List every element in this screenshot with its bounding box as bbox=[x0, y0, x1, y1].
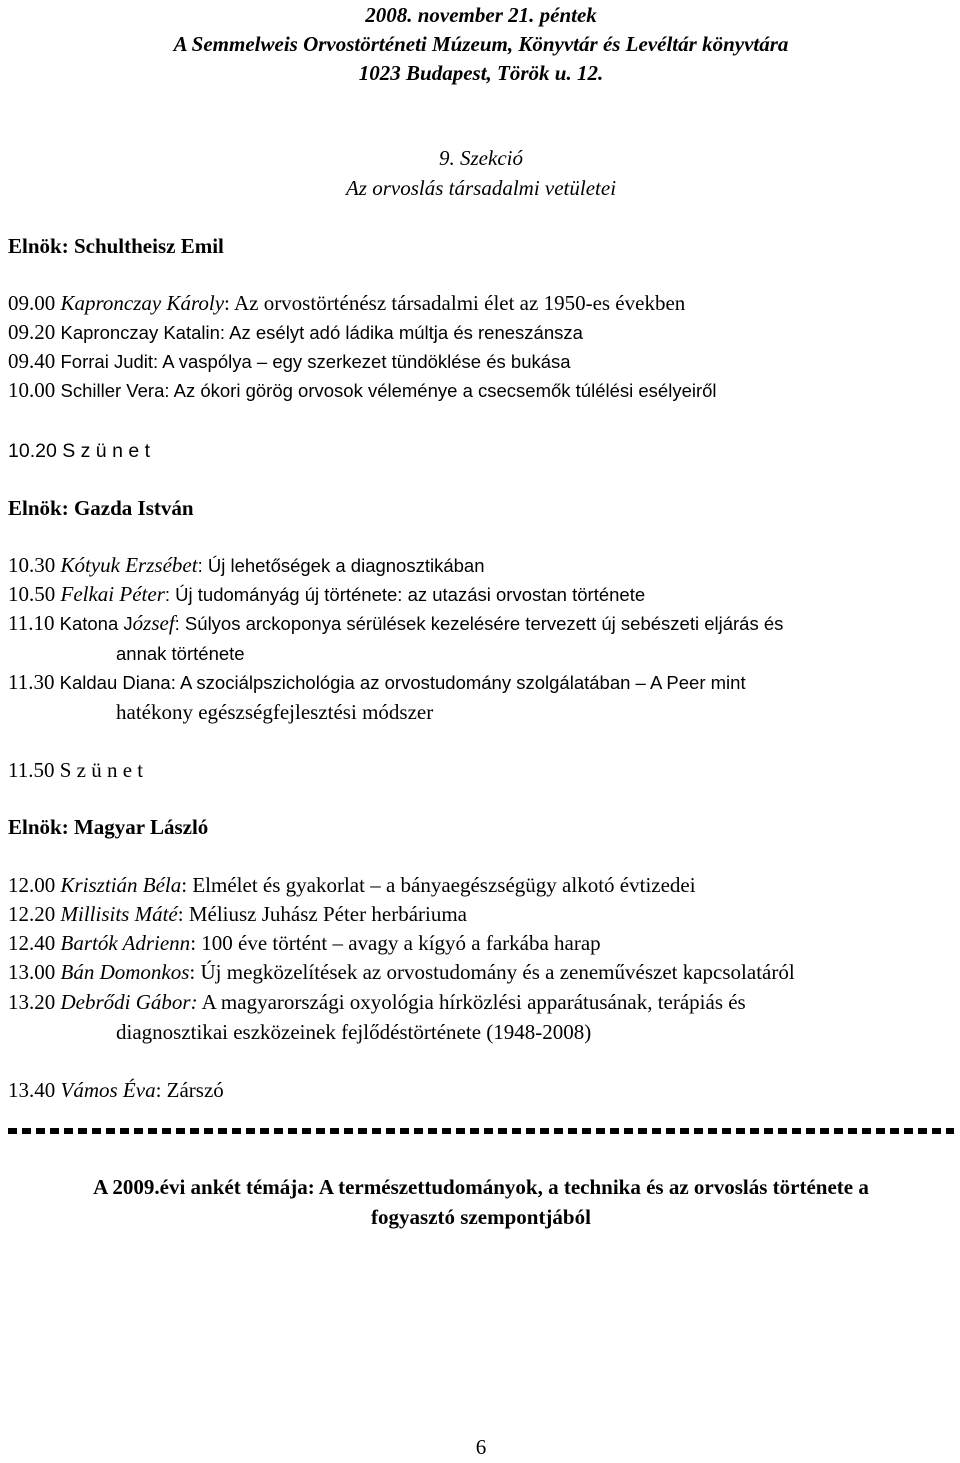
talk-speaker: ózsef bbox=[132, 611, 175, 635]
talk-first-line bbox=[8, 609, 954, 639]
talk-title: : A vaspólya – egy szerkezet tündöklése és bukása bbox=[153, 351, 571, 372]
talk-speaker: Bartók Adrienn bbox=[60, 931, 191, 955]
talk-time: 09.40 bbox=[8, 349, 56, 373]
talk-row bbox=[8, 318, 954, 348]
next-year-theme bbox=[8, 1172, 954, 1232]
talk-speaker: Debrődi Gábor: bbox=[60, 990, 198, 1014]
talk-time: 13.00 bbox=[8, 960, 61, 984]
talk-speaker-plain: Katona J bbox=[59, 613, 133, 634]
talk-title-continued: diagnosztikai eszközeinek fejlődéstörténete (1948-2008) bbox=[116, 1019, 592, 1044]
talk-time: 09.20 bbox=[8, 320, 56, 344]
dotted-separator bbox=[8, 1128, 954, 1134]
talk-row bbox=[8, 900, 954, 930]
talk-title: : Új lehetőségek a diagnosztikában bbox=[197, 555, 485, 576]
page-number: 6 bbox=[475, 1435, 487, 1459]
talk-row bbox=[8, 929, 954, 959]
talk-time: 09.00 bbox=[8, 291, 56, 315]
talk-title: : Súlyos arckoponya sérülések kezelésére tervezett új sebészeti eljárás és bbox=[174, 613, 784, 634]
talk-time: 13.40 bbox=[8, 1078, 56, 1102]
section-title: Az orvoslás társadalmi vetületei bbox=[345, 176, 617, 200]
talk-speaker: Forrai Judit bbox=[60, 351, 154, 372]
talk-first-line bbox=[8, 988, 954, 1018]
talk-title: : Új megközelítések az orvostudomány és a zeneművészet kapcsolatáról bbox=[189, 960, 795, 984]
talk-speaker: Kapronczay Károly bbox=[60, 291, 225, 315]
talk-title: : Az esélyt adó ládika múltja és reneszánsza bbox=[219, 322, 583, 343]
talk-speaker: Kapronczay Katalin bbox=[60, 322, 220, 343]
talk-time: 11.30 bbox=[8, 670, 55, 694]
talk-title: A magyarországi oxyológia hírközlési apparátusának, terápiás és bbox=[197, 990, 746, 1014]
talk-row bbox=[8, 988, 954, 1047]
talk-title: : Méliusz Juhász Péter herbáriuma bbox=[177, 902, 467, 926]
break-1: 10.20 S z ü n e t bbox=[8, 440, 151, 462]
talk-speaker: Krisztián Béla bbox=[60, 873, 182, 897]
talk-time: 10.50 bbox=[8, 582, 56, 606]
talk-title: : Elmélet és gyakorlat – a bányaegészségügy alkotó évtizedei bbox=[181, 873, 696, 897]
talk-title: : Zárszó bbox=[155, 1078, 224, 1102]
talk-title: : Új tudományág új története: az utazási orvostan története bbox=[164, 584, 646, 605]
talk-title-continued: annak története bbox=[116, 642, 245, 664]
talk-title: : Az orvostörténész társadalmi élet az 1950-es években bbox=[224, 291, 686, 315]
talk-row bbox=[8, 580, 954, 610]
talk-row bbox=[8, 376, 954, 406]
talk-row bbox=[8, 871, 954, 901]
talk-speaker: Schiller Vera bbox=[60, 380, 165, 401]
talk-title-continued: hatékony egészségfejlesztési módszer bbox=[116, 699, 434, 724]
chair-1: Elnök: Schultheisz Emil bbox=[8, 234, 224, 258]
talk-title: : A szociálpszichológia az orvostudomány szolgálatában – A Peer mint bbox=[170, 672, 746, 693]
talk-time: 12.00 bbox=[8, 873, 61, 897]
talk-time: 12.40 bbox=[8, 931, 61, 955]
talk-speaker: Bán Domonkos bbox=[60, 960, 190, 984]
talk-speaker: Vámos Éva bbox=[60, 1078, 156, 1102]
talk-row bbox=[8, 289, 954, 319]
event-address: 1023 Budapest, Török u. 12. bbox=[358, 61, 604, 85]
break-2: 11.50 S z ü n e t bbox=[8, 758, 144, 782]
next-year-theme-line-1: A 2009.évi ankét témája: A természettudományok, a technika és az orvoslás története a bbox=[93, 1175, 869, 1199]
talk-speaker: Felkai Péter bbox=[60, 582, 165, 606]
talk-row bbox=[8, 347, 954, 377]
talk-row bbox=[8, 668, 954, 727]
next-year-theme-line-2: fogyasztó szempontjából bbox=[371, 1205, 591, 1229]
talk-speaker: Kaldau Diana bbox=[59, 672, 171, 693]
talk-title: : Az ókori görög orvosok véleménye a csecsemők túlélési esélyeiről bbox=[164, 380, 717, 401]
talk-time: 10.00 bbox=[8, 378, 56, 402]
talk-speaker: Millisits Máté bbox=[60, 902, 178, 926]
talk-row bbox=[8, 551, 954, 581]
talk-row bbox=[8, 958, 954, 988]
talk-row bbox=[8, 1076, 954, 1106]
talk-time: 12.20 bbox=[8, 902, 61, 926]
event-date: 2008. november 21. péntek bbox=[365, 3, 597, 27]
talk-speaker: Kótyuk Erzsébet bbox=[60, 553, 198, 577]
chair-3: Elnök: Magyar László bbox=[8, 815, 209, 839]
talk-first-line bbox=[8, 668, 954, 698]
talk-time: 10.30 bbox=[8, 553, 56, 577]
event-venue: A Semmelweis Orvostörténeti Múzeum, Könyvtár és Levéltár könyvtára bbox=[173, 32, 789, 56]
talk-time: 11.10 bbox=[8, 611, 55, 635]
talk-title: : 100 éve történt – avagy a kígyó a farkába harap bbox=[190, 931, 601, 955]
chair-2: Elnök: Gazda István bbox=[8, 496, 194, 520]
talk-row bbox=[8, 609, 954, 668]
section-number: 9. Szekció bbox=[439, 146, 523, 170]
talk-time: 13.20 bbox=[8, 990, 56, 1014]
